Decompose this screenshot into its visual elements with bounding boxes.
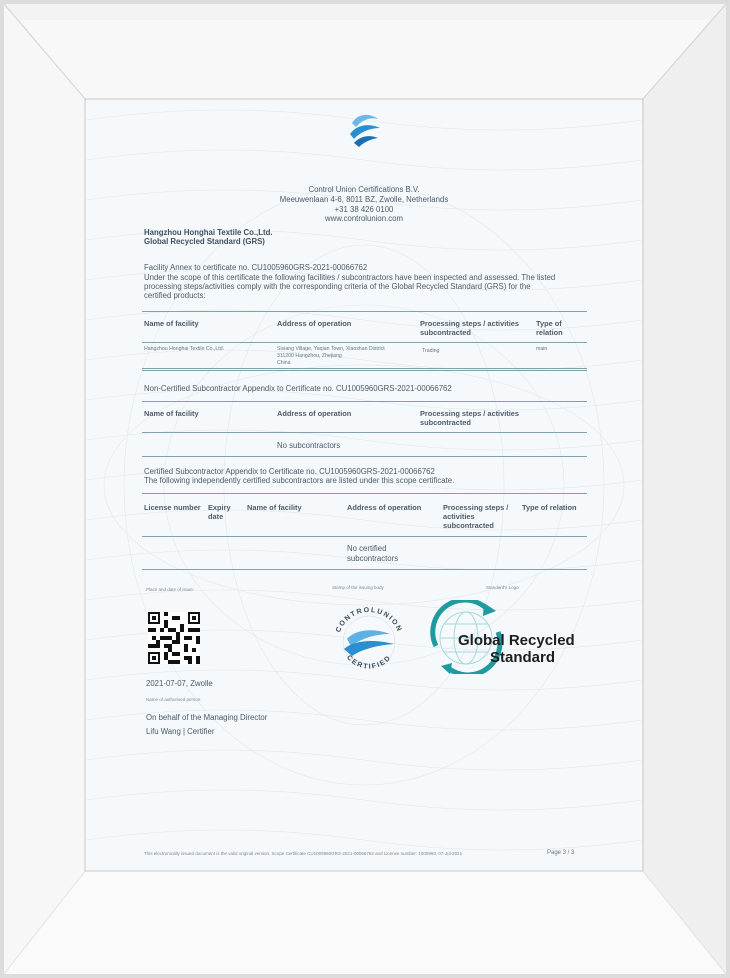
table-rule-double (142, 368, 587, 371)
stamp-label: Stamp of the issuing body (332, 585, 384, 590)
column-header-expiry-2: date (208, 512, 224, 521)
facility-steps: Trading (422, 348, 440, 354)
column-header-steps: Processing steps / (443, 503, 509, 512)
table-rule (142, 432, 587, 433)
column-header-facility: Name of facility (144, 409, 199, 418)
no-subcontractors: No subcontractors (277, 441, 341, 450)
page-number: Page 3 / 3 (547, 850, 575, 856)
disclaimer: This electronically issued document is the valid original version. Scope Certificate CU1005960GRS-2021-00066762 and License number: 1005960, 07-Jul-2021 (144, 851, 463, 856)
global-recycled-standard-logo (428, 600, 588, 674)
svg-text:Global Recycled: Global Recycled (458, 632, 575, 649)
place-date-label: Place and date of issue: (146, 587, 195, 592)
table-rule (142, 311, 587, 312)
svg-text:CONTROLUNION: CONTROLUNION (335, 606, 403, 634)
column-header-steps: Processing steps / activities (420, 319, 519, 328)
column-header-address: Address of operation (277, 409, 352, 418)
column-header-expiry: Expiry (208, 503, 231, 512)
svg-text:Standard: Standard (490, 649, 556, 666)
non-certified-title: Non-Certified Subcontractor Appendix to Certificate no. CU1005960GRS-2021-00066762 (144, 384, 452, 393)
logo-label: Standard's Logo (486, 585, 519, 590)
column-header-steps-2: activities (443, 512, 475, 521)
table-rule (142, 569, 587, 570)
issuer-phone: +31 38 426 0100 (334, 205, 394, 214)
column-header-address: Address of operation (277, 319, 352, 328)
issuer-website: www.controlunion.com (324, 214, 403, 223)
table-rule (142, 401, 587, 402)
column-header-steps: Processing steps / activities (420, 409, 519, 418)
issuer-address: Meeuwenlaan 4-6, 8011 BZ, Zwolle, Netherlands (279, 195, 449, 204)
facility-annex-title: Facility Annex to certificate no. CU1005960GRS-2021-00066762 (144, 263, 368, 272)
holder-standard: Global Recycled Standard (GRS) (144, 237, 265, 246)
certified-title: Certified Subcontractor Appendix to Certificate no. CU1005960GRS-2021-00066762 (144, 467, 435, 476)
table-rule (142, 493, 587, 494)
column-header-facility: Name of facility (144, 319, 199, 328)
no-certified-subcontractors-1: No certified (347, 544, 387, 553)
facility-annex-intro-2: processing steps/activities comply with the corresponding criteria of the Global Recycled Standard (GRS) for the (144, 282, 531, 291)
table-rule (142, 456, 587, 457)
place-date: 2021-07-07, Zwolle (146, 679, 213, 688)
column-header-steps-2: subcontracted (420, 418, 471, 427)
facility-address-line-1: Sixiang Village, Yaqian Town, Xiaoshan District (277, 346, 385, 352)
qr-code (148, 612, 200, 664)
column-header-relation: Type of (536, 319, 562, 328)
column-header-relation-2: relation (536, 328, 563, 337)
signatory: Lifu Wang | Certifier (146, 727, 215, 736)
table-rule (142, 342, 587, 343)
facility-relation: main (536, 346, 548, 352)
column-header-steps-3: subcontracted (443, 521, 494, 530)
column-header-license: License number (144, 503, 201, 512)
control-union-certified-seal (324, 596, 414, 686)
facility-name: Hangzhou Honghai Textile Co.,Ltd. (144, 346, 225, 352)
column-header-steps-2: subcontracted (420, 328, 471, 337)
facility-address-line-3: China (277, 360, 291, 366)
facility-address-line-2: 311200 Hangzhou, Zhejiang (277, 353, 342, 359)
certified-intro: The following independently certified subcontractors are listed under this scope certificate. (144, 476, 455, 485)
certificate-page (86, 100, 642, 870)
column-header-address: Address of operation (347, 503, 422, 512)
authorised-person-label: Name of authorised person: (146, 697, 202, 702)
on-behalf: On behalf of the Managing Director (146, 713, 268, 722)
table-rule (142, 536, 587, 537)
holder-company: Hangzhou Honghai Textile Co.,Ltd. (144, 228, 273, 237)
column-header-relation: Type of relation (522, 503, 577, 512)
no-certified-subcontractors-2: subcontractors (347, 554, 399, 563)
facility-annex-intro-3: certified products: (144, 291, 206, 300)
column-header-facility: Name of facility (247, 503, 302, 512)
facility-annex-intro-1: Under the scope of this certificate the following facilities / subcontractors have been inspected and assessed. The listed (144, 273, 556, 282)
svg-text:CERTIFIED: CERTIFIED (345, 654, 393, 671)
control-union-logo (348, 112, 382, 148)
issuer-name: Control Union Certifications B.V. (308, 185, 420, 194)
